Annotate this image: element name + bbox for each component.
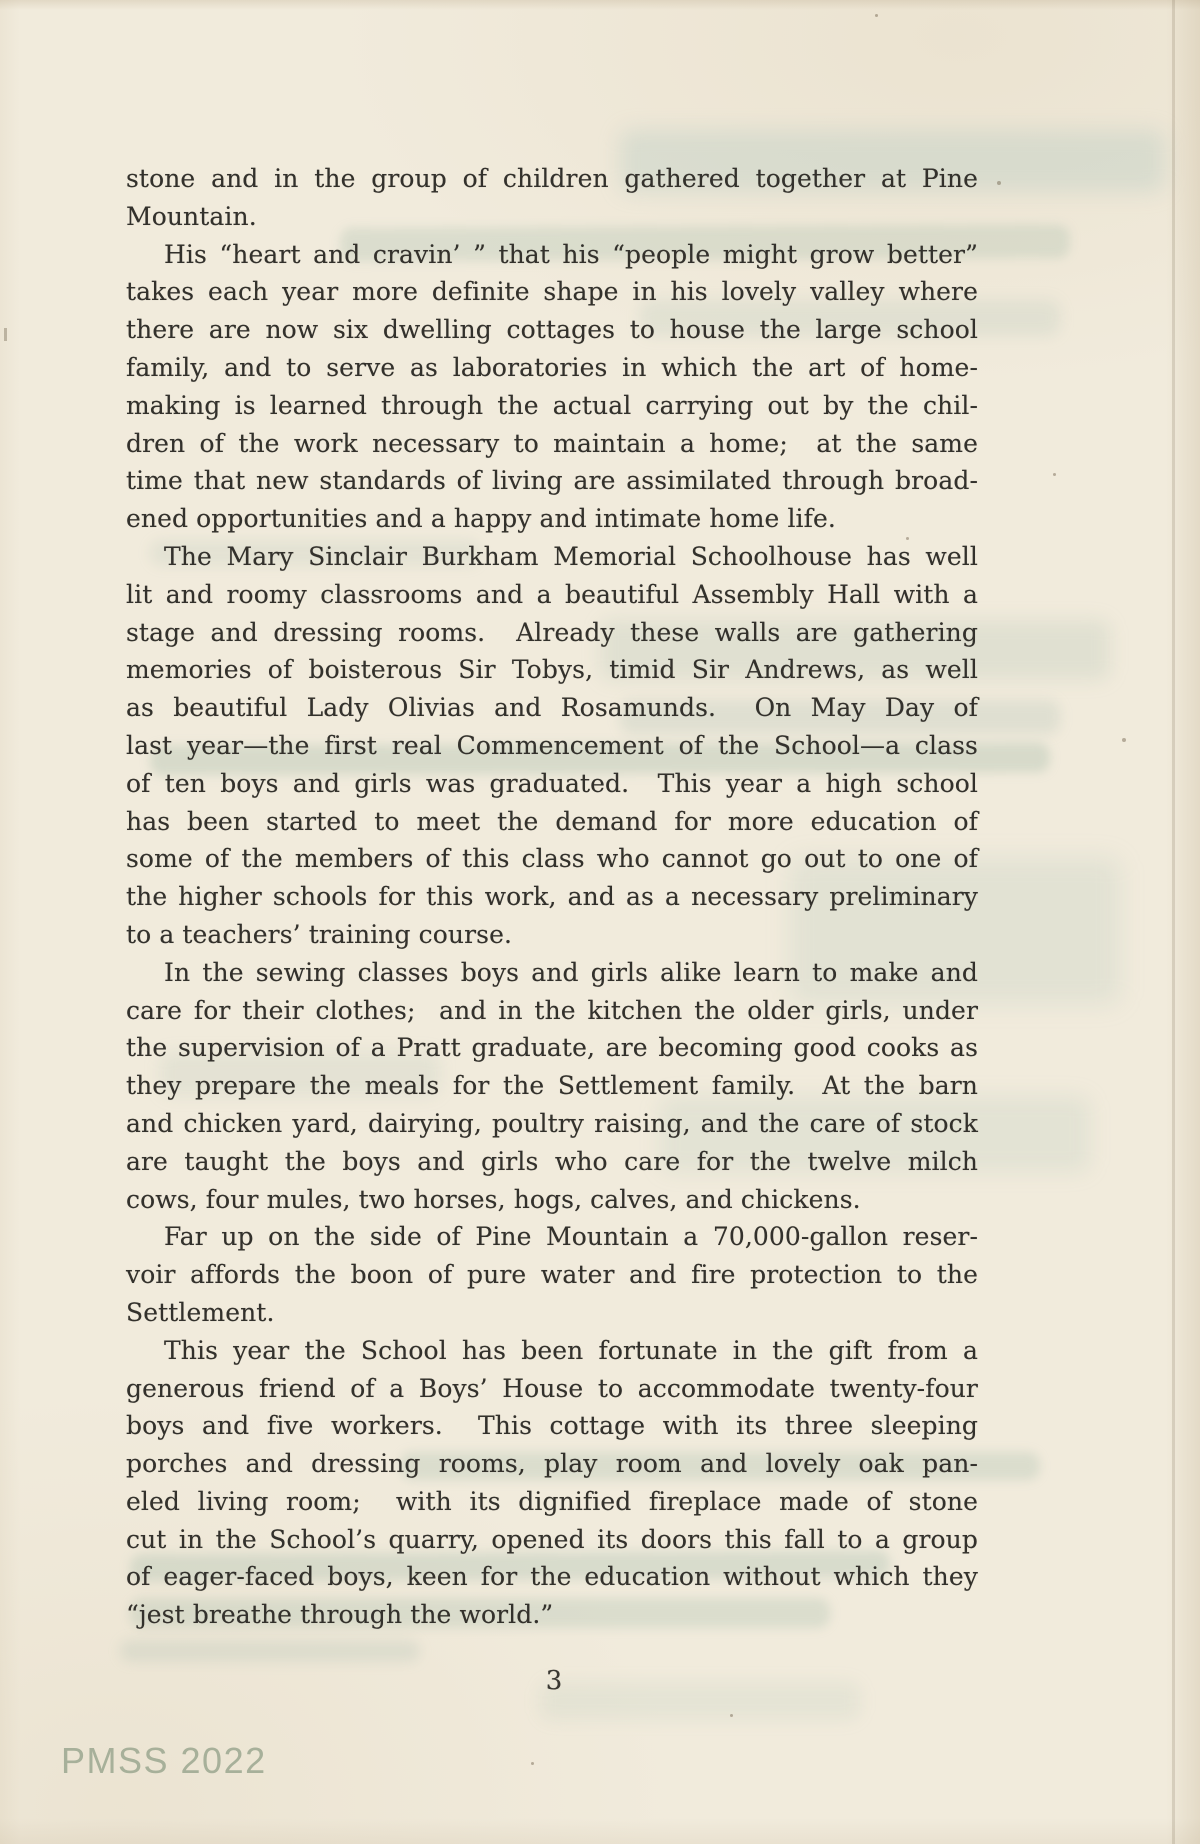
text-line: voir affords the boon of pure water and fire protection to the: [126, 1260, 978, 1290]
text-line: “jest breathe through the world.”: [126, 1600, 554, 1630]
text-line: the higher schools for this work, and as a necessary preliminary: [126, 882, 978, 912]
text-line: generous friend of a Boys’ House to accommodate twenty-four: [126, 1373, 978, 1403]
text-line: Mountain.: [126, 201, 257, 231]
text-line: stone and in the group of children gathered together at Pine: [126, 164, 978, 193]
watermark: PMSS 2022: [61, 1740, 267, 1781]
text-line: dren of the work necessary to maintain a home; at the same: [126, 428, 978, 458]
text-line: to a teachers’ training course.: [126, 919, 513, 949]
text-line: has been started to meet the demand for more education of: [126, 806, 978, 836]
text-line: boys and five workers. This cottage with its three sleeping: [126, 1411, 978, 1441]
body-text: [126, 160, 978, 1634]
paper-speck: [875, 14, 878, 17]
text-line: stage and dressing rooms. Already these walls are gathering: [126, 617, 978, 647]
text-line: of eager-faced boys, keen for the education without which they: [126, 1562, 978, 1592]
text-line: Settlement.: [126, 1297, 275, 1327]
paper-speck: [531, 1762, 534, 1765]
text-line: there are now six dwelling cottages to house the large school: [126, 315, 978, 345]
paper-speck: [1053, 473, 1056, 476]
paper-speck: [1122, 738, 1126, 742]
scan-edge-line: [1172, 0, 1175, 1844]
text-line: family, and to serve as laboratories in which the art of home-: [126, 352, 978, 382]
text-line: Far up on the side of Pine Mountain a 70,000-gallon reser-: [164, 1222, 978, 1252]
text-line: lit and roomy classrooms and a beautiful Assembly Hall with a: [126, 579, 978, 609]
text-line: making is learned through the actual carrying out by the chil-: [126, 390, 978, 420]
bleedthrough-smudge: [120, 1640, 420, 1662]
page-number: 3: [545, 1666, 563, 1696]
text-line: care for their clothes; and in the kitchen the older girls, under: [126, 995, 978, 1025]
text-line: last year—the first real Commencement of the School—a class: [126, 730, 978, 760]
text-line: and chicken yard, dairying, poultry raising, and the care of stock: [126, 1108, 978, 1138]
text-line: as beautiful Lady Olivias and Rosamunds. On May Day of: [126, 693, 978, 723]
text-line: This year the School has been fortunate in the gift from a: [164, 1335, 978, 1365]
text-line: are taught the boys and girls who care for the twelve milch: [126, 1146, 978, 1176]
text-line: His “heart and cravin’ ” that his “people might grow better”: [164, 239, 978, 269]
text-line: porches and dressing rooms, play room and lovely oak pan-: [126, 1449, 978, 1479]
text-line: takes each year more definite shape in his lovely valley where: [126, 277, 978, 307]
text-line: cut in the School’s quarry, opened its doors this fall to a group: [126, 1524, 978, 1554]
text-line: The Mary Sinclair Burkham Memorial Schoolhouse has well: [164, 541, 978, 571]
paper-speck: [997, 181, 1001, 185]
text-line: cows, four mules, two horses, hogs, calves, and chickens.: [126, 1184, 861, 1214]
paper-speck: [730, 1714, 733, 1717]
text-line: of ten boys and girls was graduated. This year a high school: [126, 768, 978, 798]
text-line: they prepare the meals for the Settlement family. At the barn: [126, 1071, 978, 1101]
text-line: ened opportunities and a happy and intimate home life.: [126, 504, 836, 534]
text-line: some of the members of this class who cannot go out to one of: [126, 844, 978, 874]
text-line: the supervision of a Pratt graduate, are becoming good cooks as: [126, 1033, 978, 1063]
text-line: In the sewing classes boys and girls alike learn to make and: [164, 957, 978, 987]
text-line: memories of boisterous Sir Tobys, timid Sir Andrews, as well: [126, 655, 978, 685]
text-line: eled living room; with its dignified fireplace made of stone: [126, 1486, 978, 1516]
margin-mark: [4, 328, 7, 341]
text-line: time that new standards of living are assimilated through broad-: [126, 466, 978, 496]
bleedthrough-smudge: [540, 1682, 860, 1720]
